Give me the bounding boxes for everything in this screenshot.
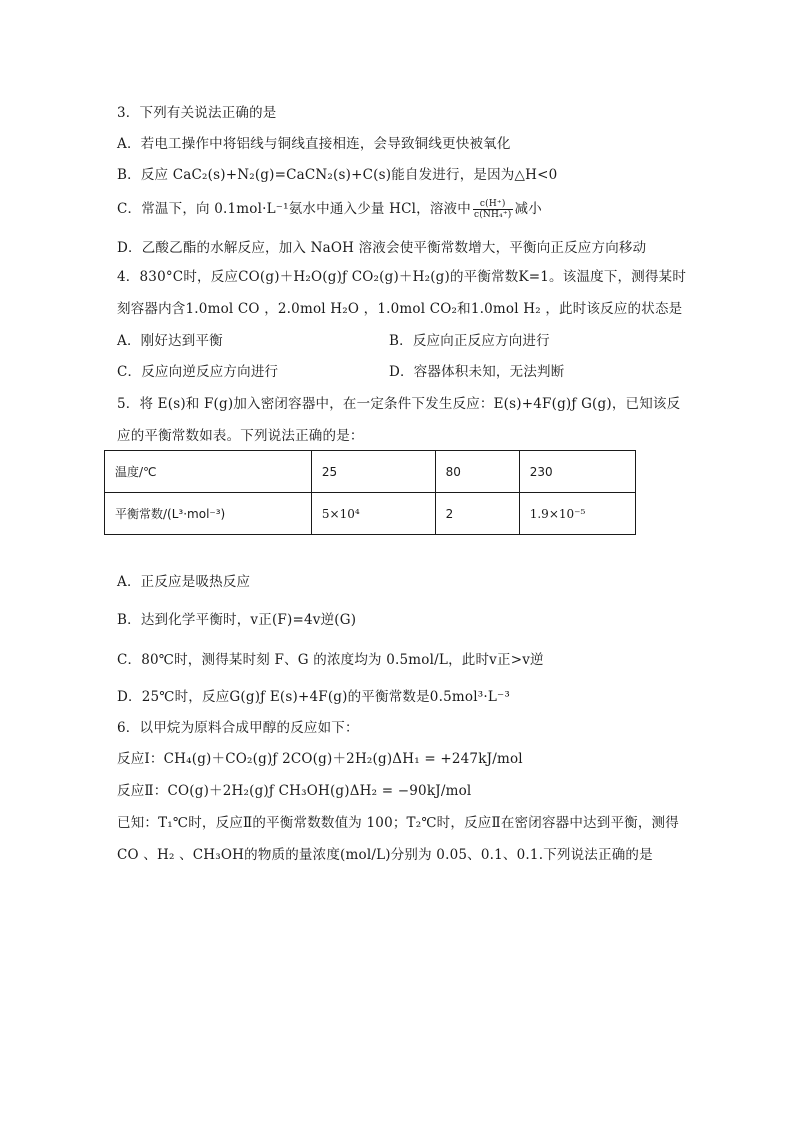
q5-stem-line2: 应的平衡常数如表。下列说法正确的是：	[117, 428, 364, 444]
table-cell: 1.9×10⁻⁵	[519, 493, 635, 535]
q5-option-a: A．正反应是吸热反应	[117, 574, 251, 590]
q6-condition-line2: CO 、H₂ 、CH₃OH的物质的量浓度(mol/L)分别为 0.05、0.1、0.1.下列说法正确的是	[117, 847, 653, 863]
q3-option-c-end: 减小	[514, 201, 542, 217]
q3-option-c-text: C．常温下，向 0.1mol·L⁻¹氨水中通入少量 HCl，溶液中	[117, 201, 471, 217]
q4-option-b: B．反应向正反应方向进行	[389, 333, 550, 349]
q3-fraction-numerator: c(H⁺)	[473, 199, 513, 210]
equilibrium-constant-table	[104, 450, 636, 535]
table-cell: 温度/℃	[105, 451, 312, 493]
q6-reaction-2: 反应Ⅱ：CO(g)＋2H₂(g)ƒ CH₃OH(g)ΔH₂ = −90kJ/mol	[117, 783, 472, 799]
q3-fraction	[473, 199, 513, 220]
q4-options-row2	[117, 363, 677, 381]
table-cell: 25	[311, 451, 435, 493]
q5-option-c: C．80℃时，测得某时刻 F、G 的浓度均为 0.5mol/L，此时v正>v逆	[117, 652, 544, 668]
q4-stem-line1: 4．830°C时，反应CO(g)＋H₂O(g)ƒ CO₂(g)＋H₂(g)的平衡常数K=1。该温度下，测得某时	[117, 269, 687, 285]
table-row	[105, 493, 636, 535]
q3-fraction-denominator: c(NH₄⁺)	[473, 210, 512, 220]
q4-option-d: D．容器体积未知，无法判断	[389, 364, 565, 380]
q3-option-c	[117, 199, 542, 220]
q6-stem: 6．以甲烷为原料合成甲醇的反应如下：	[117, 720, 359, 736]
table-cell: 2	[435, 493, 519, 535]
q3-option-d: D．乙酸乙酯的水解反应，加入 NaOH 溶液会使平衡常数增大，平衡向正反应方向移动	[117, 240, 647, 256]
q6-condition-line1: 已知：T₁℃时，反应Ⅱ的平衡常数数值为 100；T₂℃时，反应Ⅱ在密闭容器中达到平衡，测得	[117, 815, 679, 831]
q5-stem-line1: 5．将 E(s)和 F(g)加入密闭容器中，在一定条件下发生反应：E(s)+4F(g)ƒ G(g)，已知该反	[117, 396, 681, 412]
table-row	[105, 451, 636, 493]
table-cell: 230	[519, 451, 635, 493]
q4-option-a: A．刚好达到平衡	[117, 333, 223, 349]
q3-option-b: B．反应 CaC₂(s)+N₂(g)=CaCN₂(s)+C(s)能自发进行，是因为△H<0	[117, 167, 558, 183]
table-cell: 平衡常数/(L³·mol⁻³)	[105, 493, 312, 535]
q4-stem-line2: 刻容器内含1.0mol CO ，2.0mol H₂O ，1.0mol CO₂和1.0mol H₂ ，此时该反应的状态是	[117, 301, 683, 317]
q3-stem: 3．下列有关说法正确的是	[117, 105, 277, 121]
table-cell: 5×10⁴	[311, 493, 435, 535]
q6-reaction-1: 反应Ⅰ：CH₄(g)＋CO₂(g)ƒ 2CO(g)＋2H₂(g)ΔH₁ = +247kJ/mol	[117, 751, 523, 767]
q4-option-c: C．反应向逆反应方向进行	[117, 364, 279, 380]
q5-option-b: B．达到化学平衡时，v正(F)=4v逆(G)	[117, 612, 357, 628]
q3-option-a: A．若电工操作中将铝线与铜线直接相连，会导致铜线更快被氧化	[117, 136, 511, 152]
q4-options-row1	[117, 332, 677, 350]
table-cell: 80	[435, 451, 519, 493]
q5-option-d: D．25℃时，反应G(g)ƒ E(s)+4F(g)的平衡常数是0.5mol³·L⁻³	[117, 689, 510, 705]
